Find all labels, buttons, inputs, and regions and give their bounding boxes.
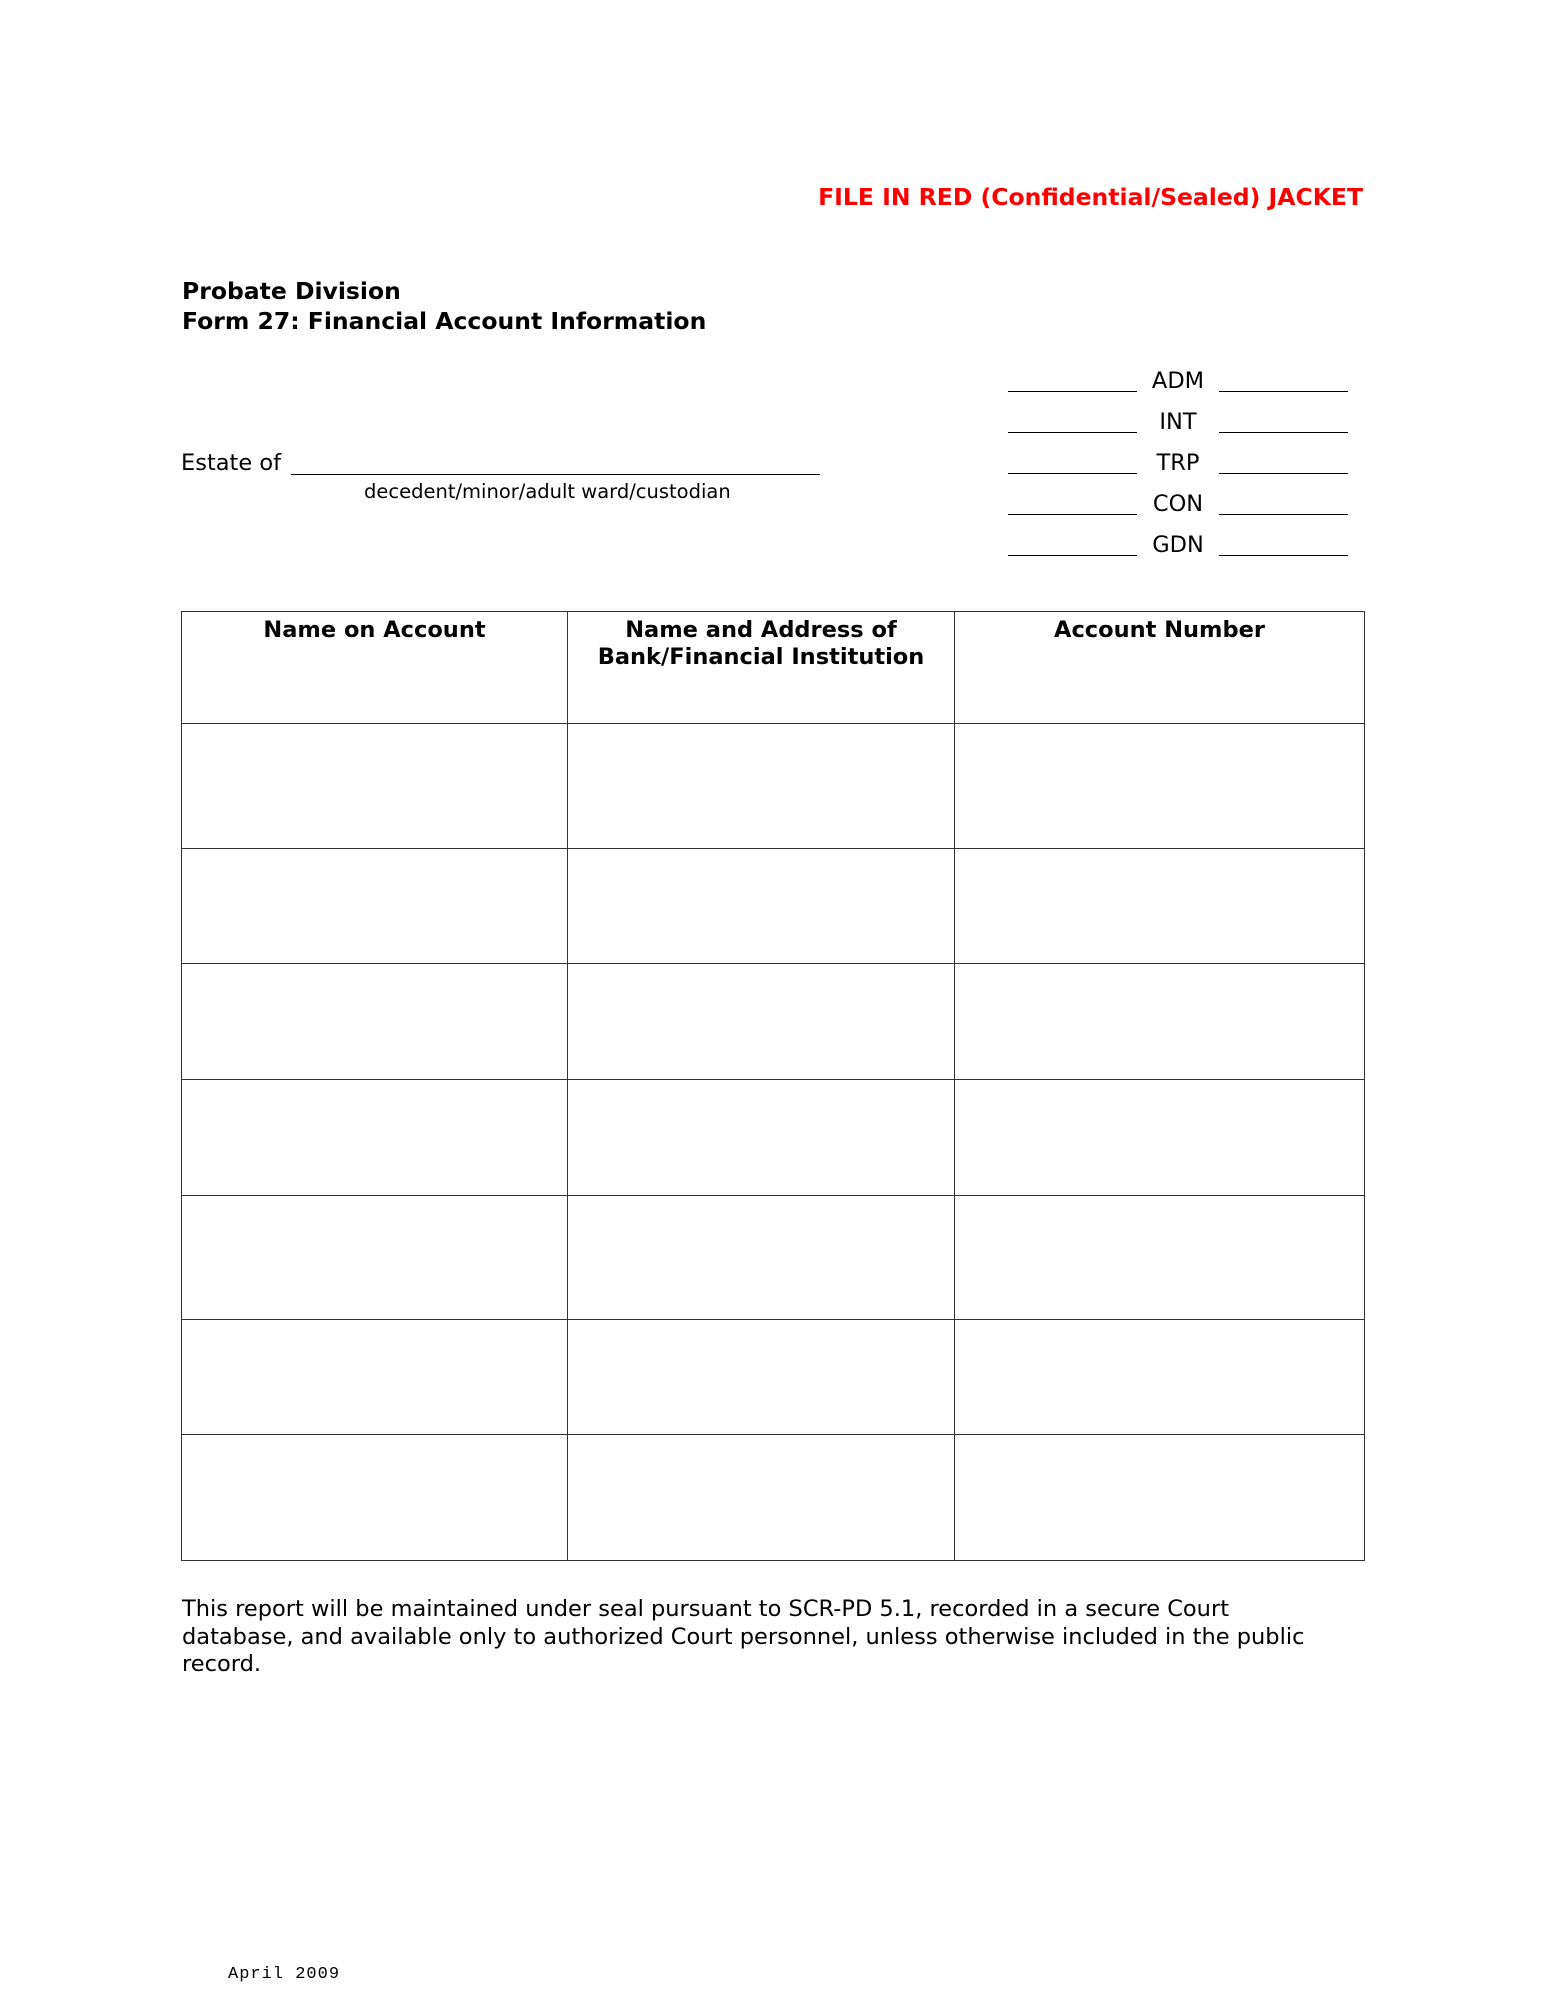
bank-institution-cell[interactable] <box>568 724 955 849</box>
case-type-right-blank[interactable] <box>1219 432 1348 433</box>
table-row <box>182 964 1365 1080</box>
header-line: Bank/Financial Institution <box>597 644 925 670</box>
division-heading: Probate Division <box>182 277 401 305</box>
bank-institution-cell[interactable] <box>568 849 955 964</box>
table-row <box>182 1320 1365 1435</box>
case-type-left-blank[interactable] <box>1008 473 1137 474</box>
name-on-account-cell[interactable] <box>182 1320 568 1435</box>
account-number-cell[interactable] <box>955 1080 1365 1196</box>
table-row <box>182 1196 1365 1320</box>
column-header-bank-institution <box>568 612 955 724</box>
case-type-right-blank[interactable] <box>1219 391 1348 392</box>
case-type-code: INT <box>1159 409 1197 435</box>
name-on-account-cell[interactable] <box>182 964 568 1080</box>
header-line: Name on Account <box>263 617 486 643</box>
account-number-cell[interactable] <box>955 1435 1365 1561</box>
case-type-code: ADM <box>1151 368 1205 394</box>
account-number-cell[interactable] <box>955 964 1365 1080</box>
case-type-row-adm <box>1008 362 1348 392</box>
bank-institution-cell[interactable] <box>568 1080 955 1196</box>
case-type-code: CON <box>1152 491 1204 517</box>
confidential-jacket-notice: FILE IN RED (Confidential/Sealed) JACKET <box>818 183 1363 211</box>
bank-institution-cell[interactable] <box>568 964 955 1080</box>
financial-accounts-table <box>181 611 1365 1561</box>
form-title: Form 27: Financial Account Information <box>182 307 707 335</box>
column-header-account-number <box>955 612 1365 724</box>
estate-name-field[interactable] <box>291 474 820 475</box>
name-on-account-cell[interactable] <box>182 724 568 849</box>
case-type-row-gdn <box>1008 526 1348 556</box>
table-row <box>182 849 1365 964</box>
case-type-right-blank[interactable] <box>1219 555 1348 556</box>
estate-field-caption: decedent/minor/adult ward/custodian <box>364 480 731 503</box>
account-number-cell[interactable] <box>955 1320 1365 1435</box>
table-row <box>182 724 1365 849</box>
case-type-code: TRP <box>1156 450 1200 476</box>
case-type-code: GDN <box>1152 532 1204 558</box>
account-number-cell[interactable] <box>955 849 1365 964</box>
name-on-account-cell[interactable] <box>182 1196 568 1320</box>
notice-line: database, and available only to authorized Court personnel, unless otherwise included in the public <box>182 1623 1305 1650</box>
case-type-left-blank[interactable] <box>1008 555 1137 556</box>
notice-line: record. <box>182 1651 262 1677</box>
case-type-row-trp <box>1008 444 1348 474</box>
case-type-row-con <box>1008 485 1348 515</box>
table-row <box>182 1080 1365 1196</box>
column-header-name-on-account <box>182 612 568 724</box>
case-type-right-blank[interactable] <box>1219 473 1348 474</box>
bank-institution-cell[interactable] <box>568 1196 955 1320</box>
bank-institution-cell[interactable] <box>568 1320 955 1435</box>
name-on-account-cell[interactable] <box>182 849 568 964</box>
case-type-right-blank[interactable] <box>1219 514 1348 515</box>
name-on-account-cell[interactable] <box>182 1080 568 1196</box>
case-type-left-blank[interactable] <box>1008 432 1137 433</box>
case-type-left-blank[interactable] <box>1008 514 1137 515</box>
name-on-account-cell[interactable] <box>182 1435 568 1561</box>
table-row <box>182 1435 1365 1561</box>
bank-institution-cell[interactable] <box>568 1435 955 1561</box>
header-line: Name and Address of <box>625 617 897 643</box>
case-type-left-blank[interactable] <box>1008 391 1137 392</box>
notice-line: This report will be maintained under seal pursuant to SCR-PD 5.1, recorded in a secure Court <box>182 1596 1230 1622</box>
form-revision-date: April 2009 <box>228 1965 341 1984</box>
sealed-record-notice <box>182 1596 1304 1679</box>
estate-of-label: Estate of <box>181 450 282 476</box>
account-number-cell[interactable] <box>955 1196 1365 1320</box>
account-number-cell[interactable] <box>955 724 1365 849</box>
case-type-row-int <box>1008 403 1348 433</box>
table-header-row <box>182 612 1365 724</box>
header-line: Account Number <box>1054 617 1265 643</box>
